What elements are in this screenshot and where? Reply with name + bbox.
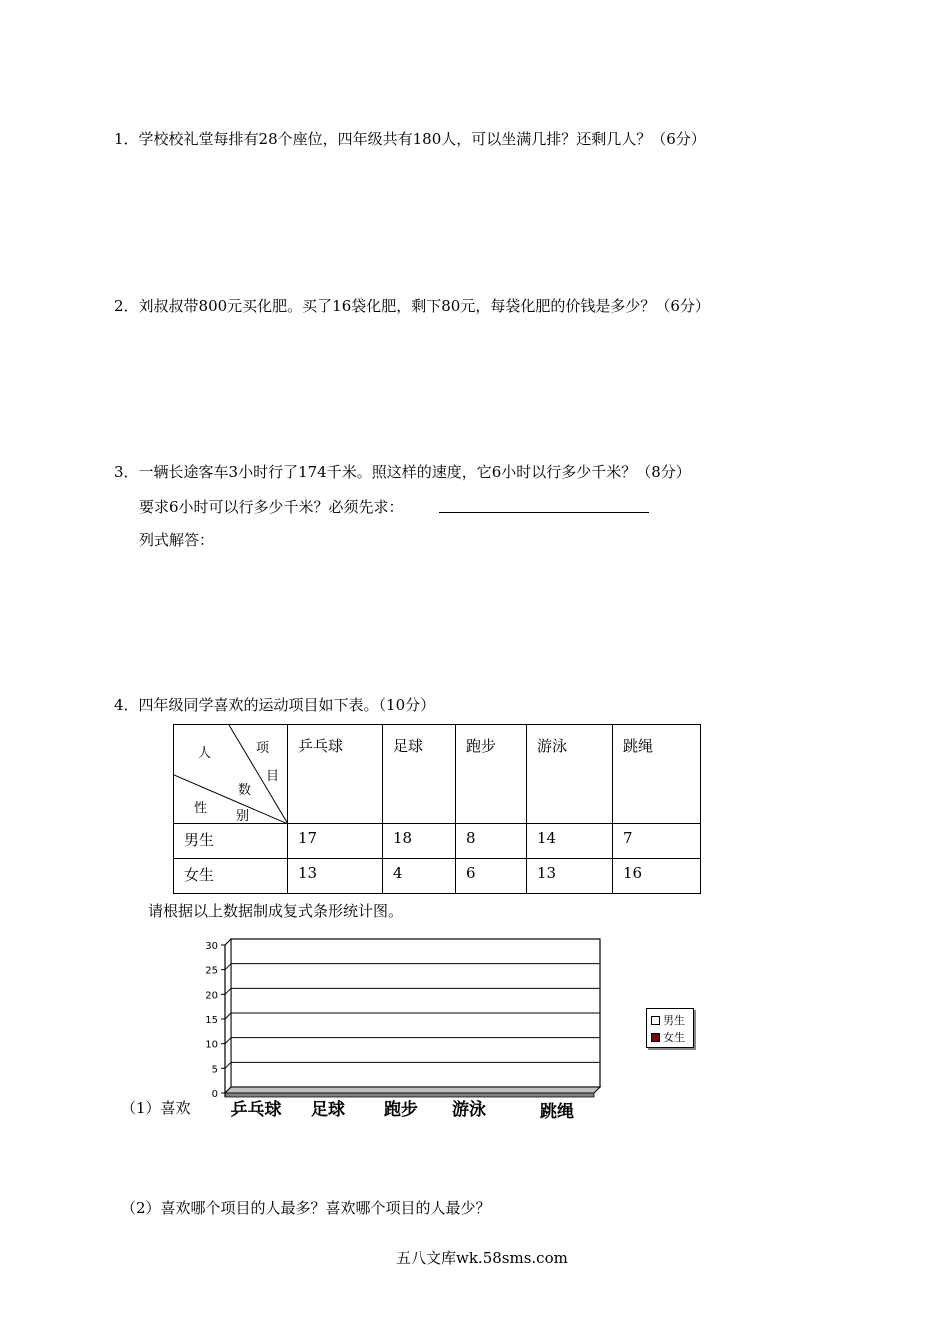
corner-label: 性 [194,801,208,816]
table-header-cell: 乒乓球 [288,725,383,824]
row-label: 男生 [174,824,288,859]
y-tick-label: 5 [211,1064,218,1076]
y-axis-ticks [205,941,225,1100]
table-header-cell: 跑步 [456,725,527,824]
question-3-sub-2: 列式解答： [139,531,215,549]
y-tick-label: 10 [205,1039,218,1051]
bar-chart [190,935,630,1135]
question-4-part-1: （1）喜欢 [121,1099,191,1117]
table-cell: 6 [456,859,527,894]
table-cell: 13 [288,859,383,894]
x-category-label: 乒乓球 [230,1100,282,1120]
question-3-sub-1: 要求6小时可以行多少千米？必须先求： [139,498,404,516]
x-axis-labels [231,1099,575,1122]
chart-frame [225,939,600,1097]
x-category-label: 游泳 [452,1100,486,1120]
question-1: 1．学校校礼堂每排有28个座位，四年级共有180人，可以坐满几排？还剩几人？（6分） [114,130,706,148]
table-row [174,859,701,894]
legend-label: 女生 [663,1031,685,1044]
corner-label: 数 [238,783,252,798]
chart-floor [225,1087,600,1093]
y-tick-label: 20 [205,990,218,1002]
legend-item [651,1012,685,1028]
table-cell: 18 [383,824,456,859]
corner-label: 目 [266,769,280,784]
table-header-cell: 跳绳 [613,725,701,824]
table-row [174,824,701,859]
table-cell: 17 [288,824,383,859]
table-header-cell: 游泳 [527,725,613,824]
legend-swatch [651,1033,660,1042]
corner-label: 人 [198,746,212,761]
question-4-part-2: （2）喜欢哪个项目的人最多？喜欢哪个项目的人最少？ [121,1199,491,1217]
y-tick-label: 15 [205,1015,218,1026]
chart-instruction: 请根据以上数据制成复式条形统计图。 [148,902,404,920]
question-3: 3．一辆长途客车3小时行了174千米。照这样的速度，它6小时以行多少千米？（8分） [114,463,691,481]
legend-item [651,1029,685,1045]
y-tick-label: 25 [205,965,218,977]
x-category-label: 足球 [311,1100,345,1120]
table-cell: 7 [613,824,701,859]
chart-legend [646,1008,694,1048]
table-cell: 13 [527,859,613,894]
table-header-cell: 足球 [383,725,456,824]
y-tick-label: 30 [205,941,218,952]
answer-blank-line[interactable] [439,512,649,513]
x-category-label: 跳绳 [540,1102,574,1122]
legend-swatch [651,1016,660,1025]
legend-label: 男生 [663,1014,685,1027]
x-category-label: 跑步 [384,1100,418,1120]
footer-watermark: 五八文库wk.58sms.com [396,1249,568,1267]
table-cell: 16 [613,859,701,894]
corner-label: 项 [256,741,270,756]
corner-label: 别 [236,809,250,824]
table-header-row [174,725,701,824]
table-corner-cell [174,725,288,824]
chart-floor-edge [225,1093,594,1097]
table-cell: 4 [383,859,456,894]
question-2: 2．刘叔叔带800元买化肥。买了16袋化肥，剩下80元，每袋化肥的价钱是多少？（6分） [114,297,710,315]
row-label: 女生 [174,859,288,894]
y-tick-label: 0 [211,1089,218,1100]
table-cell: 14 [527,824,613,859]
table-cell: 8 [456,824,527,859]
sports-table [173,724,701,894]
question-4: 4．四年级同学喜欢的运动项目如下表。（10分） [114,696,436,714]
